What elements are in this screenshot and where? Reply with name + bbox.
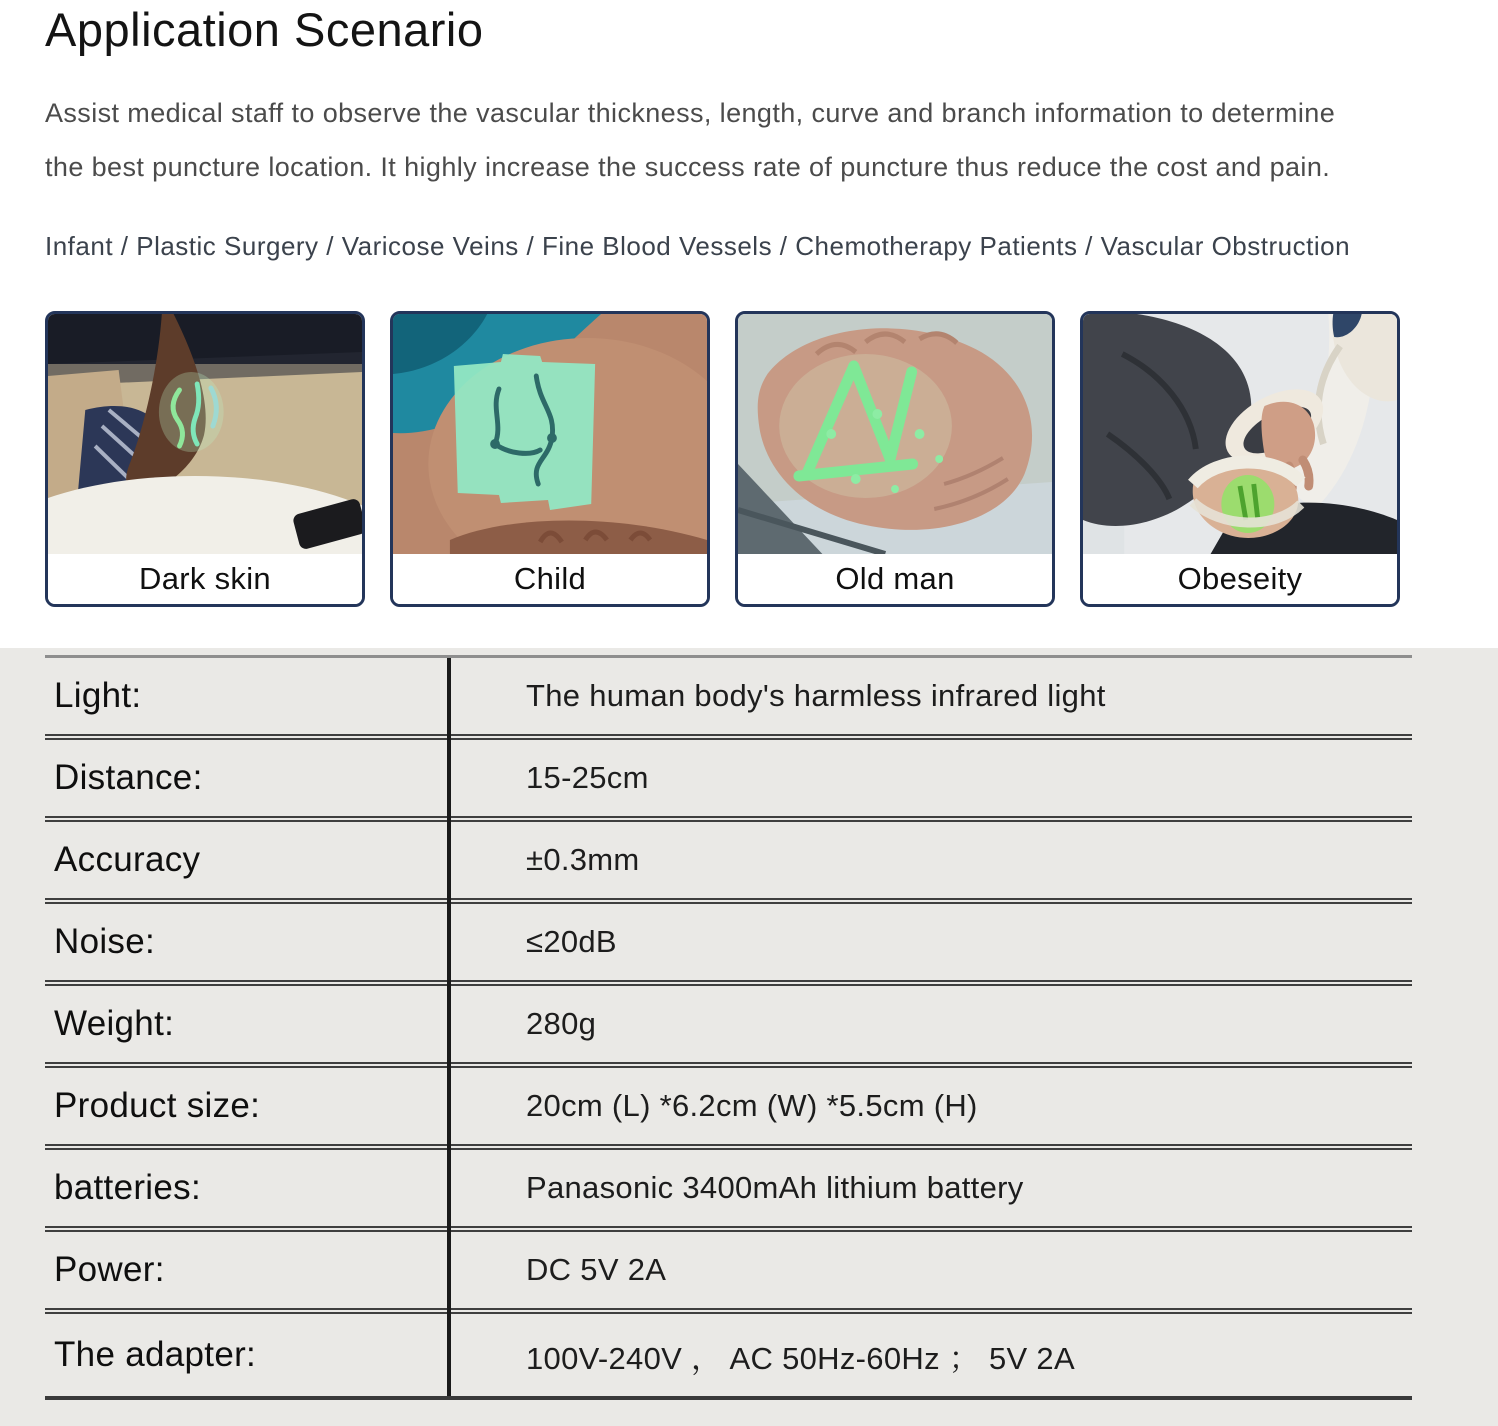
child-photo [393, 314, 707, 554]
photo-card-dark-skin [45, 311, 365, 607]
photo-card-obesity [1080, 311, 1400, 607]
spec-label: Weight: [54, 1004, 175, 1043]
spec-row-accuracy [45, 822, 1412, 904]
spec-value: The human body's harmless infrared light [526, 678, 1106, 713]
dark-skin-photo [48, 314, 362, 554]
spec-row-weight [45, 986, 1412, 1068]
spec-panel [0, 648, 1498, 1426]
spec-value: 280g [526, 1006, 597, 1041]
photo-card-child [390, 311, 710, 607]
spec-value: Panasonic 3400mAh lithium battery [526, 1170, 1024, 1205]
page-title: Application Scenario [45, 3, 484, 56]
spec-label: Light: [54, 676, 142, 715]
spec-table [45, 655, 1412, 1400]
spec-label: Accuracy [54, 840, 201, 879]
spec-row-noise [45, 904, 1412, 986]
patient-categories: Infant / Plastic Surgery / Varicose Veins / Fine Blood Vessels / Chemotherapy Patients / Vascular Obstruction [45, 231, 1351, 261]
spec-row-adapter [45, 1314, 1412, 1396]
spec-value: 20cm (L) *6.2cm (W) *5.5cm (H) [526, 1088, 978, 1123]
intro-paragraph [45, 86, 1475, 194]
old-man-photo [738, 314, 1052, 554]
photo-caption: Old man [738, 554, 1052, 604]
spec-row-power [45, 1232, 1412, 1314]
spec-label: The adapter: [54, 1335, 257, 1374]
photo-caption: Obeseity [1083, 554, 1397, 604]
spec-label: Distance: [54, 758, 203, 797]
photo-caption: Dark skin [48, 554, 362, 604]
obesity-photo [1083, 314, 1397, 554]
photo-card-old-man [735, 311, 1055, 607]
intro-paragraph-line1: Assist medical staff to observe the vascular thickness, length, curve and branch information to determine [45, 98, 1336, 128]
spec-label: batteries: [54, 1168, 201, 1207]
spec-row-product-size [45, 1068, 1412, 1150]
spec-value: ±0.3mm [526, 842, 640, 877]
projection-screen [454, 354, 595, 510]
spec-row-distance [45, 740, 1412, 822]
spec-value: ≤20dB [526, 924, 617, 959]
spec-label: Noise: [54, 922, 156, 961]
photo-card-row [45, 311, 1400, 607]
spec-label: Power: [54, 1250, 165, 1289]
spec-value: 15-25cm [526, 760, 649, 795]
spec-value: DC 5V 2A [526, 1252, 667, 1287]
column-divider [447, 658, 451, 1396]
spec-row-light [45, 658, 1412, 740]
photo-caption: Child [393, 554, 707, 604]
intro-paragraph-line2: the best puncture location. It highly increase the success rate of puncture thus reduce the cost and pain. [45, 152, 1331, 182]
spec-label: Product size: [54, 1086, 261, 1125]
spec-row-batteries [45, 1150, 1412, 1232]
spec-value: 100V-240V ， AC 50Hz-60Hz ； 5V 2A [526, 1340, 1075, 1376]
